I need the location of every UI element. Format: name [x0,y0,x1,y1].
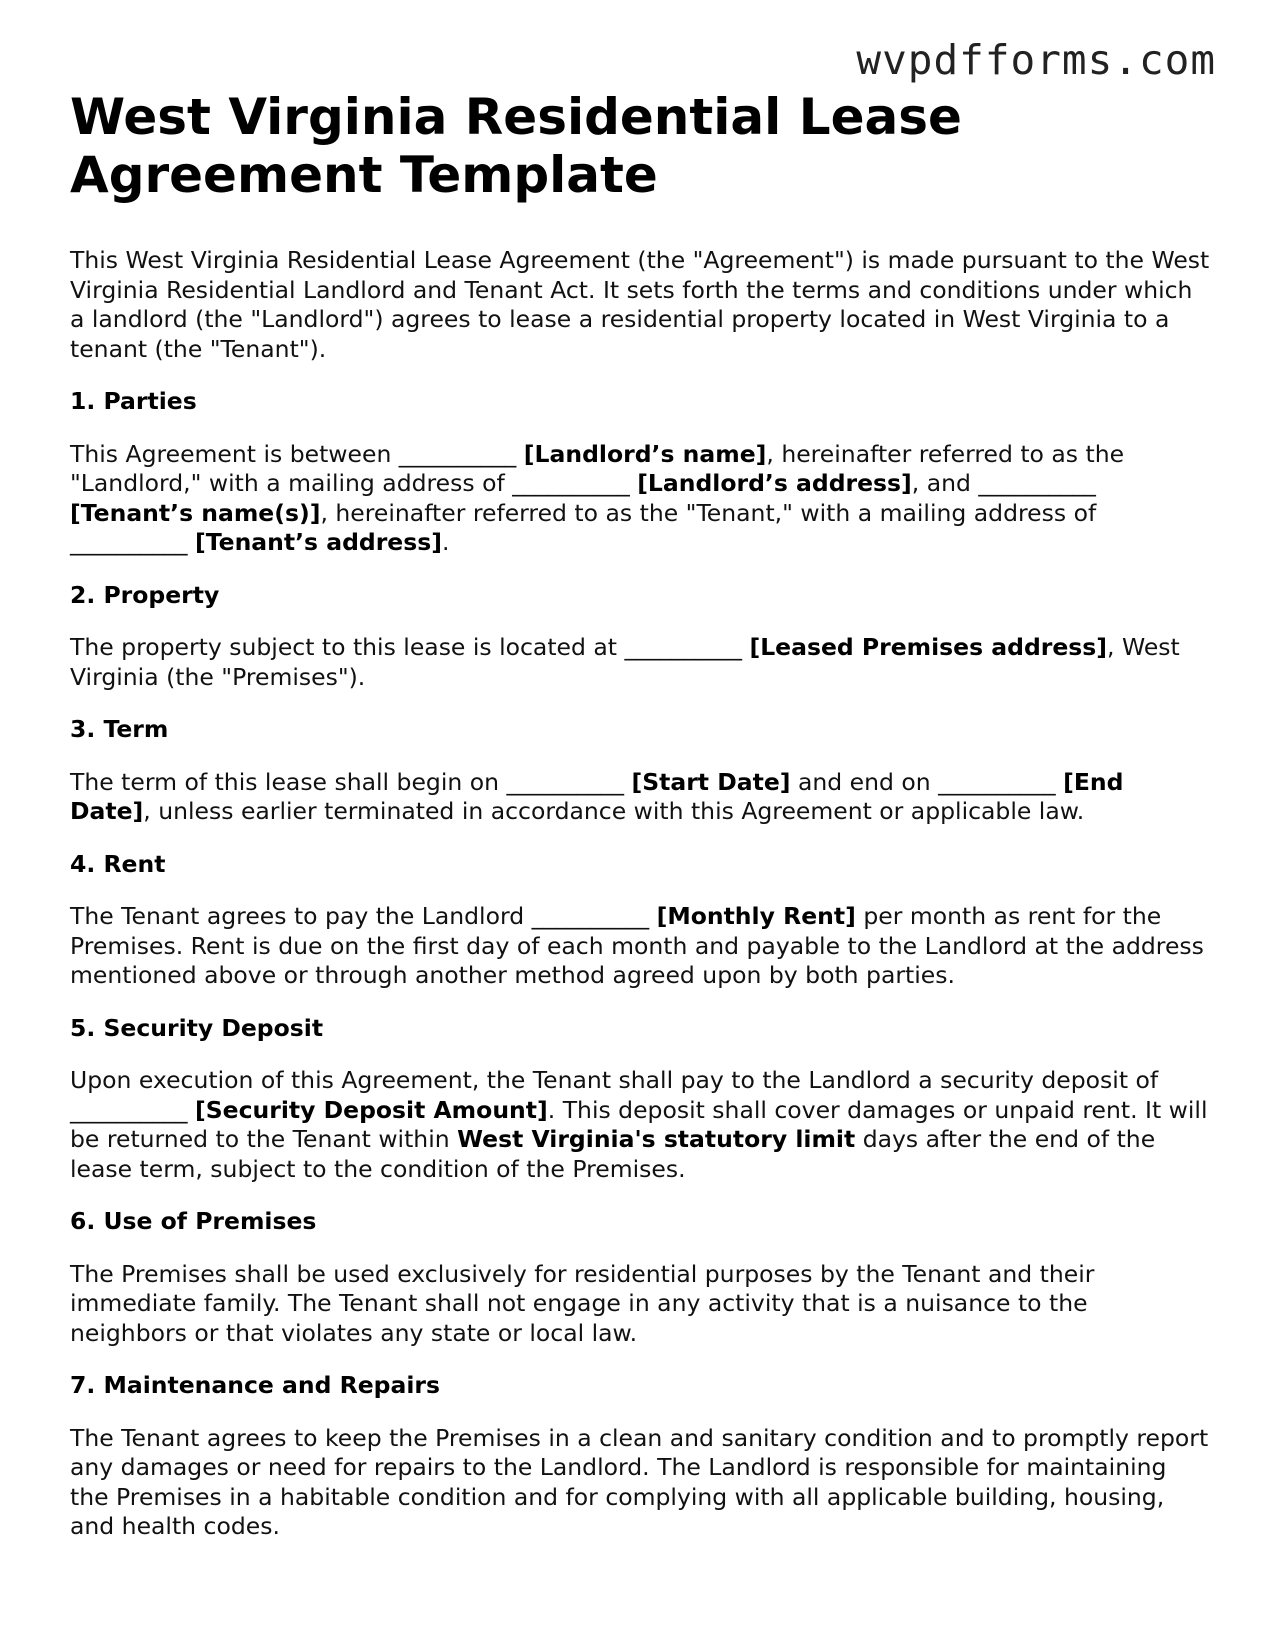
section-body [70,440,1210,558]
section-body: The Tenant agrees to keep the Premises in a clean and sanitary condition and to promptly report any damages or need for repairs to the Landlord. The Landlord is responsible for maintaining the Premises in a habitable condition and for complying with all applicable building, housing, and health codes. [70,1423,1209,1540]
tenant-address-placeholder: [Tenant’s address] [194,528,442,556]
body-text: days after the end of the lease term, subject to the condition of the Premises. [70,1125,1156,1183]
deposit-amount-placeholder: [Security Deposit Amount] [194,1095,548,1124]
section-heading: 6. Use of Premises [70,1207,317,1235]
section-use-of-premises [70,1207,1210,1348]
section-term [70,715,1210,827]
body-text: , West Virginia (the "Premises"). [70,633,1180,691]
body-text: , and __________ [911,469,1096,497]
body-text: per month as rent for the Premises. Rent is due on the first day of each month and payable to the Landlord at the address mentioned above or through another method agreed upon by both parties. [70,902,1204,989]
section-heading: 2. Property [70,580,220,609]
start-date-placeholder: [Start Date] [631,767,791,796]
section-rent [70,850,1210,991]
monthly-rent-placeholder: [Monthly Rent] [656,902,856,930]
landlord-name-placeholder: [Landlord’s name] [523,439,767,468]
premises-address-placeholder: [Leased Premises address] [749,633,1108,661]
section-body: The Premises shall be used exclusively for residential purposes by the Tenant and their immediate family. The Tenant shall not engage in any activity that is a nuisance to the neighbors or that violates any state or local law. [70,1259,1095,1347]
body-text: This Agreement is between __________ [70,439,524,468]
body-text: Upon execution of this Agreement, the Tenant shall pay to the Landlord a security deposit of __________ [70,1066,1159,1124]
section-heading: 5. Security Deposit [70,1013,324,1042]
body-text: The Tenant agrees to pay the Landlord __________ [70,902,657,930]
section-body [70,633,1210,692]
site-watermark: wvpdfforms.com [856,36,1216,84]
statutory-limit-text: West Virginia's statutory limit [457,1125,856,1153]
body-text: , hereinafter referred to as the "Landlord," with a mailing address of __________ [70,439,1125,497]
section-heading: 7. Maintenance and Repairs [70,1371,440,1399]
tenant-name-placeholder: [Tenant’s name(s)] [70,498,321,527]
section-security-deposit [70,1014,1210,1185]
document-page [70,88,1210,1565]
section-parties [70,387,1210,558]
body-text: , unless earlier terminated in accordance with this Agreement or applicable law. [143,797,1085,825]
section-body [70,902,1210,991]
body-text: and end on __________ [790,767,1064,796]
body-text: The property subject to this lease is located at __________ [70,633,750,661]
section-maintenance [70,1371,1210,1542]
document-title: West Virginia Residential Lease Agreement Template [70,88,962,204]
end-date-placeholder: [End Date] [70,767,1124,825]
intro-paragraph: This West Virginia Residential Lease Agreement (the "Agreement") is made pursuant to the West Virginia Residential Landlord and Tenant Act. It sets forth the terms and conditions under which a landlord (the "Landlord") agrees to lease a residential property located in West Virginia to a tenant (the "Tenant"). [70,246,1210,363]
body-text: The term of this lease shall begin on __________ [70,767,632,796]
section-property [70,581,1210,693]
body-text: . This deposit shall cover damages or unpaid rent. It will be returned to the Tenant within [70,1095,1208,1153]
section-body [70,1066,1210,1184]
landlord-address-placeholder: [Landlord’s address] [637,469,912,497]
section-heading: 1. Parties [70,387,197,415]
section-heading: 4. Rent [70,849,166,878]
body-text: , hereinafter referred to as the "Tenant," with a mailing address of __________ [70,498,1097,556]
section-heading: 3. Term [70,715,169,743]
body-text: . [441,528,450,556]
section-body [70,768,1210,827]
